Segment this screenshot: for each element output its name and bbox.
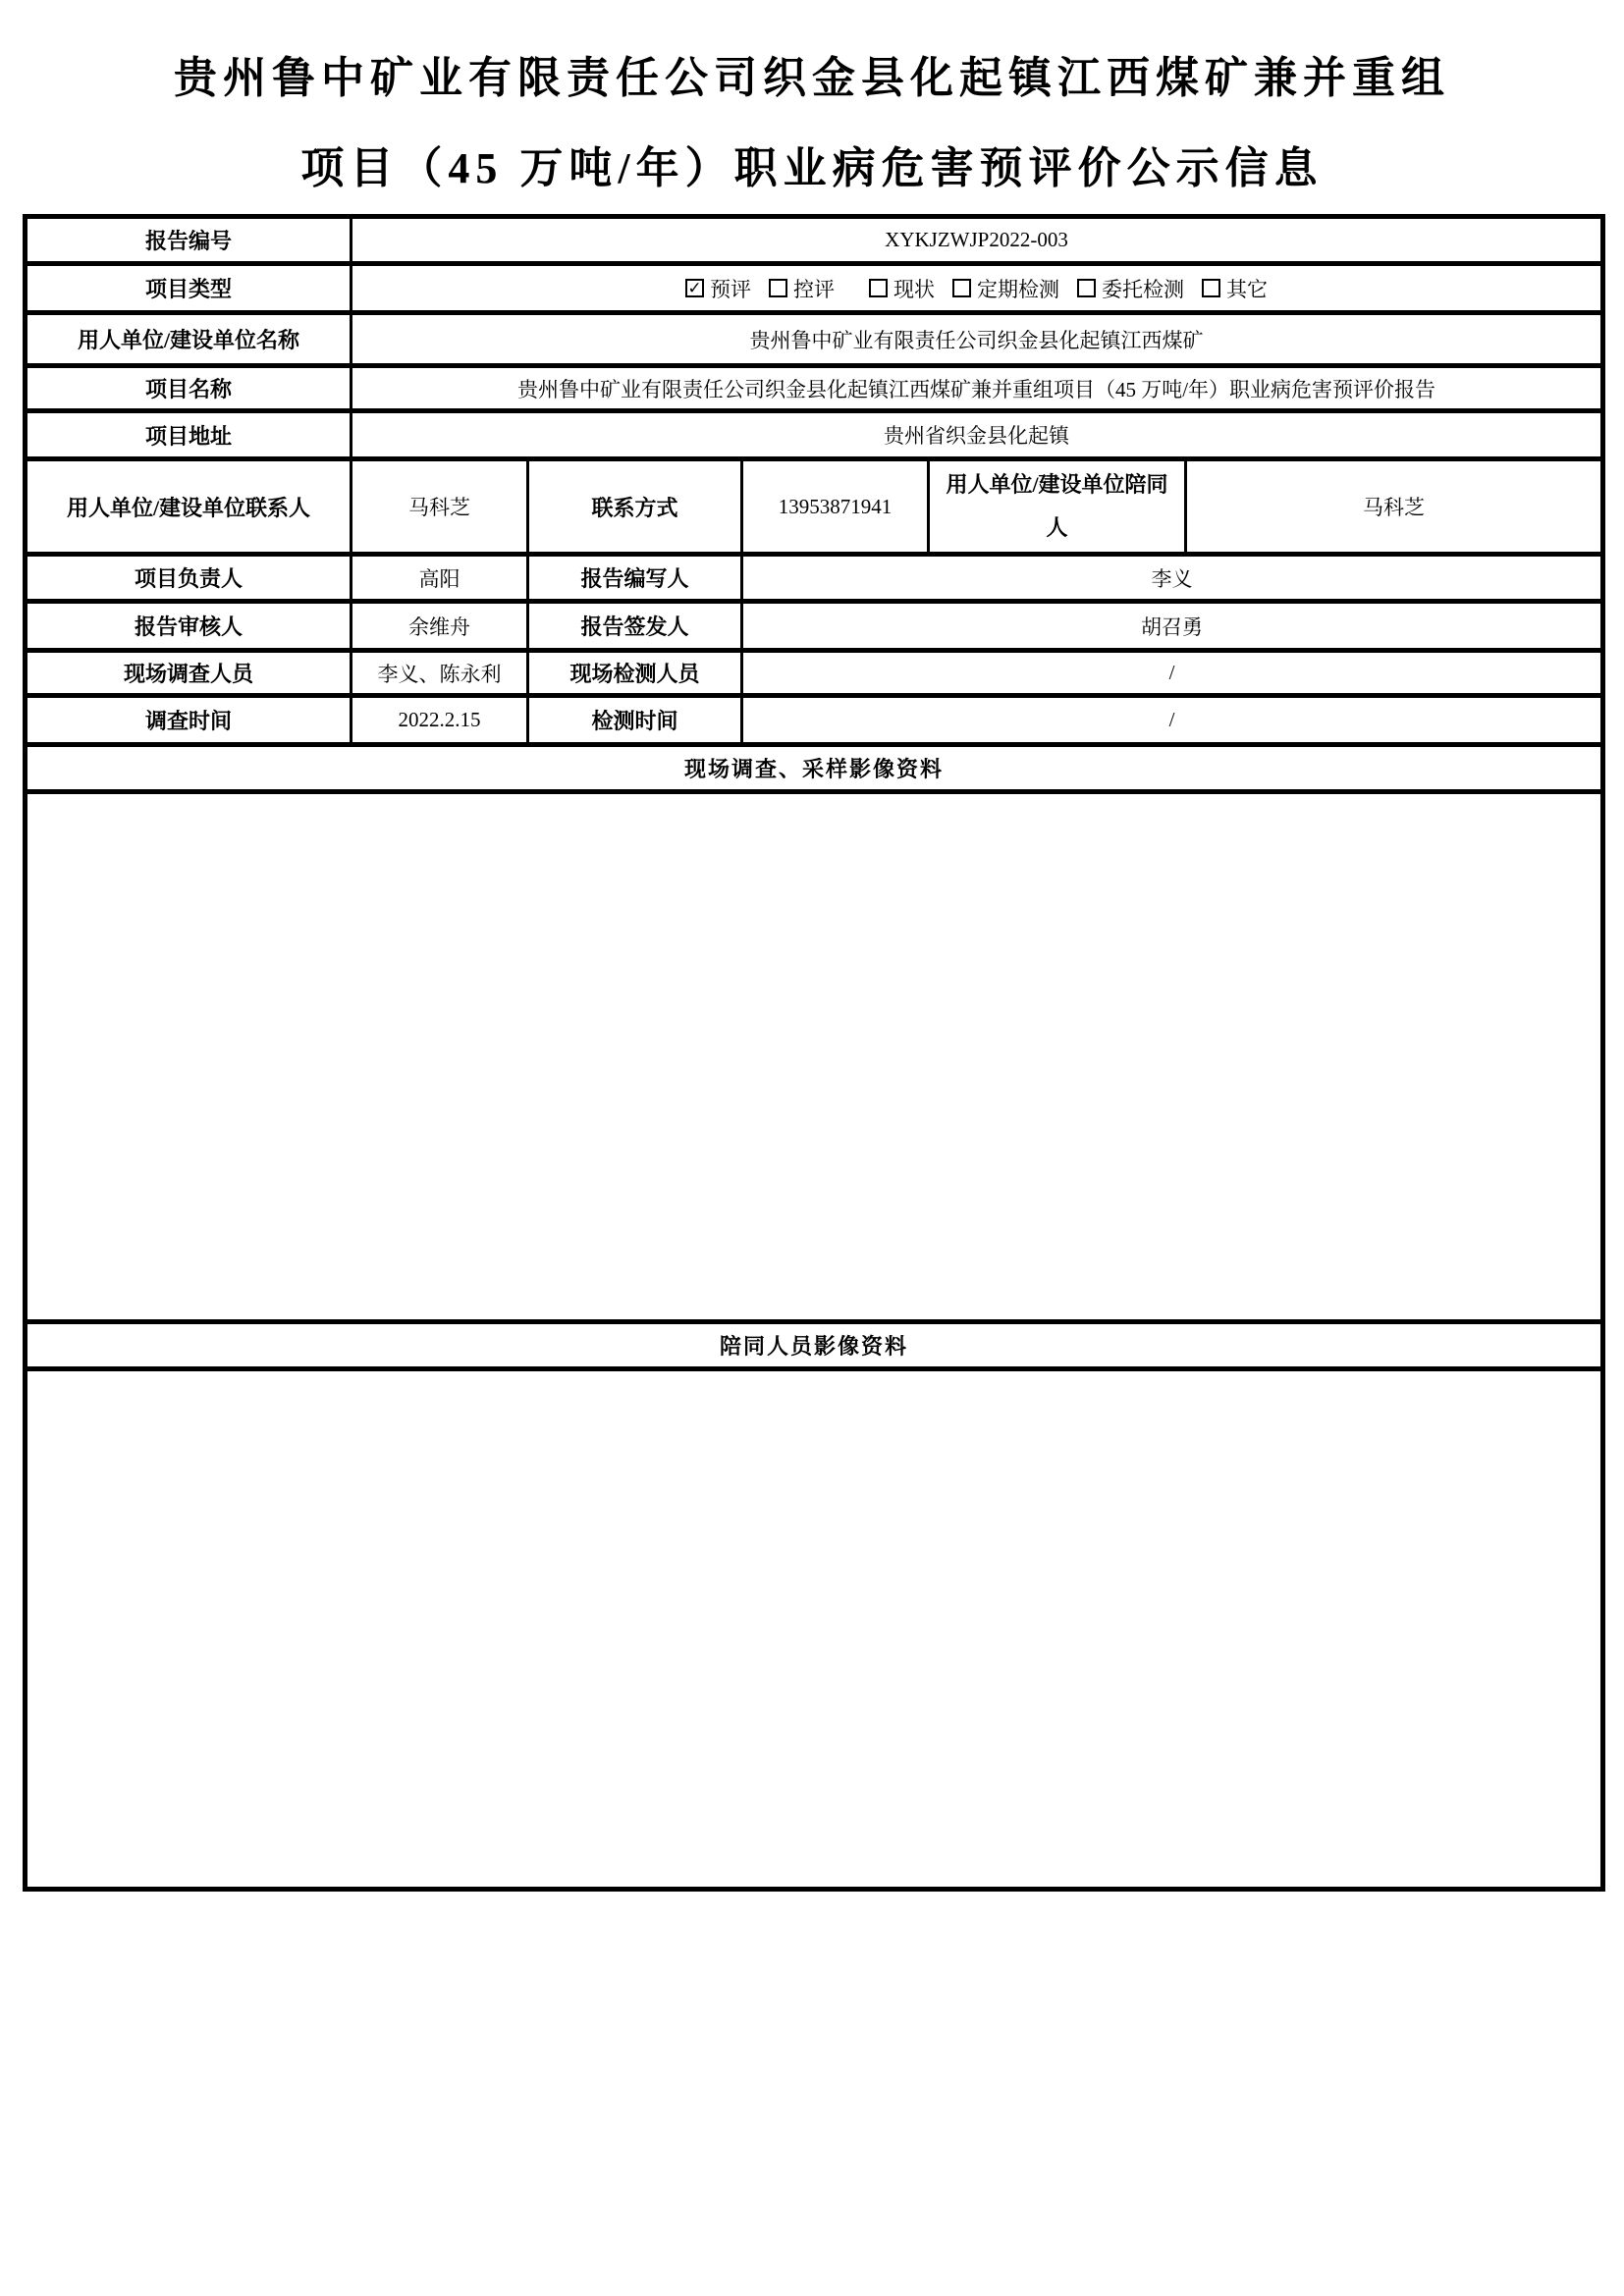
- escort-value: 马科芝: [1186, 459, 1603, 555]
- report-writer-label: 报告编写人: [528, 555, 742, 602]
- table-row: [26, 792, 1603, 1322]
- escort-media-area: [26, 1369, 1603, 1890]
- title-line-2: 项目（45 万吨/年）职业病危害预评价公示信息: [300, 144, 1324, 192]
- project-type-option: [1077, 274, 1184, 303]
- site-investigation-media-area: [26, 792, 1603, 1322]
- project-type-option: [1202, 274, 1268, 303]
- project-name-value: 贵州鲁中矿业有限责任公司织金县化起镇江西煤矿兼并重组项目（45 万吨/年）职业病危害预评价报告: [352, 366, 1603, 411]
- checkbox-checked-icon[interactable]: ✓: [685, 279, 704, 297]
- investigation-date-value: 2022.2.15: [352, 696, 528, 745]
- investigation-date-label: 调查时间: [26, 696, 352, 745]
- report-issuer-value: 胡召勇: [742, 602, 1603, 651]
- project-type-option: [685, 274, 751, 303]
- checkbox-icon[interactable]: [1202, 279, 1220, 297]
- report-issuer-label: 报告签发人: [528, 602, 742, 651]
- table-row: [26, 745, 1603, 792]
- table-row: [26, 555, 1603, 602]
- table-row: [26, 366, 1603, 411]
- escort-label: 用人单位/建设单位陪同人: [929, 459, 1186, 555]
- project-type-option-label: 其它: [1226, 277, 1269, 301]
- table-row: [26, 313, 1603, 366]
- table-row: [26, 651, 1603, 696]
- project-name-label: 项目名称: [26, 366, 352, 411]
- project-type-option-label: 定期检测: [977, 277, 1060, 301]
- project-address-value: 贵州省织金县化起镇: [352, 411, 1603, 459]
- project-address-label: 项目地址: [26, 411, 352, 459]
- employer-name-value: 贵州鲁中矿业有限责任公司织金县化起镇江西煤矿: [352, 313, 1603, 366]
- site-investigators-value: 李义、陈永利: [352, 651, 528, 696]
- table-row: [26, 696, 1603, 745]
- report-writer-value: 李义: [742, 555, 1603, 602]
- project-type-option-label: 委托检测: [1102, 277, 1185, 301]
- project-type-cell: [352, 264, 1603, 313]
- checkbox-icon[interactable]: [952, 279, 971, 297]
- site-testers-label: 现场检测人员: [528, 651, 742, 696]
- table-row: [26, 217, 1603, 264]
- employer-name-label: 用人单位/建设单位名称: [26, 313, 352, 366]
- report-no-label: 报告编号: [26, 217, 352, 264]
- checkbox-icon[interactable]: [869, 279, 888, 297]
- project-leader-value: 高阳: [352, 555, 528, 602]
- project-type-label: 项目类型: [26, 264, 352, 313]
- testing-date-value: /: [742, 696, 1603, 745]
- site-testers-value: /: [742, 651, 1603, 696]
- project-type-option-label: 现状: [893, 277, 936, 301]
- contact-method-label: 联系方式: [528, 459, 742, 555]
- document-title: [0, 0, 1624, 214]
- section-header-escort-media: 陪同人员影像资料: [26, 1322, 1603, 1369]
- site-investigators-label: 现场调查人员: [26, 651, 352, 696]
- report-info-table: [23, 214, 1605, 1892]
- report-reviewer-value: 余维舟: [352, 602, 528, 651]
- section-header-site-investigation-media: 现场调查、采样影像资料: [26, 745, 1603, 792]
- table-row: [26, 1322, 1603, 1369]
- table-row: [26, 602, 1603, 651]
- table-row: [26, 411, 1603, 459]
- table-row: [26, 264, 1603, 313]
- title-line-1: 贵州鲁中矿业有限责任公司织金县化起镇江西煤矿兼并重组: [174, 54, 1450, 102]
- contact-person-label: 用人单位/建设单位联系人: [26, 459, 352, 555]
- testing-date-label: 检测时间: [528, 696, 742, 745]
- project-type-option: [769, 274, 835, 303]
- report-reviewer-label: 报告审核人: [26, 602, 352, 651]
- project-type-option-label: 预评: [710, 277, 752, 301]
- checkbox-icon[interactable]: [1077, 279, 1096, 297]
- table-row: [26, 1369, 1603, 1890]
- report-no-value: XYKJZWJP2022-003: [352, 217, 1603, 264]
- table-row: [26, 459, 1603, 555]
- project-type-option: [952, 274, 1059, 303]
- project-type-options: [677, 274, 1276, 303]
- contact-method-value: 13953871941: [742, 459, 929, 555]
- project-type-option: [869, 274, 935, 303]
- checkbox-icon[interactable]: [769, 279, 787, 297]
- project-type-option-label: 控评: [793, 277, 836, 301]
- project-leader-label: 项目负责人: [26, 555, 352, 602]
- contact-person-value: 马科芝: [352, 459, 528, 555]
